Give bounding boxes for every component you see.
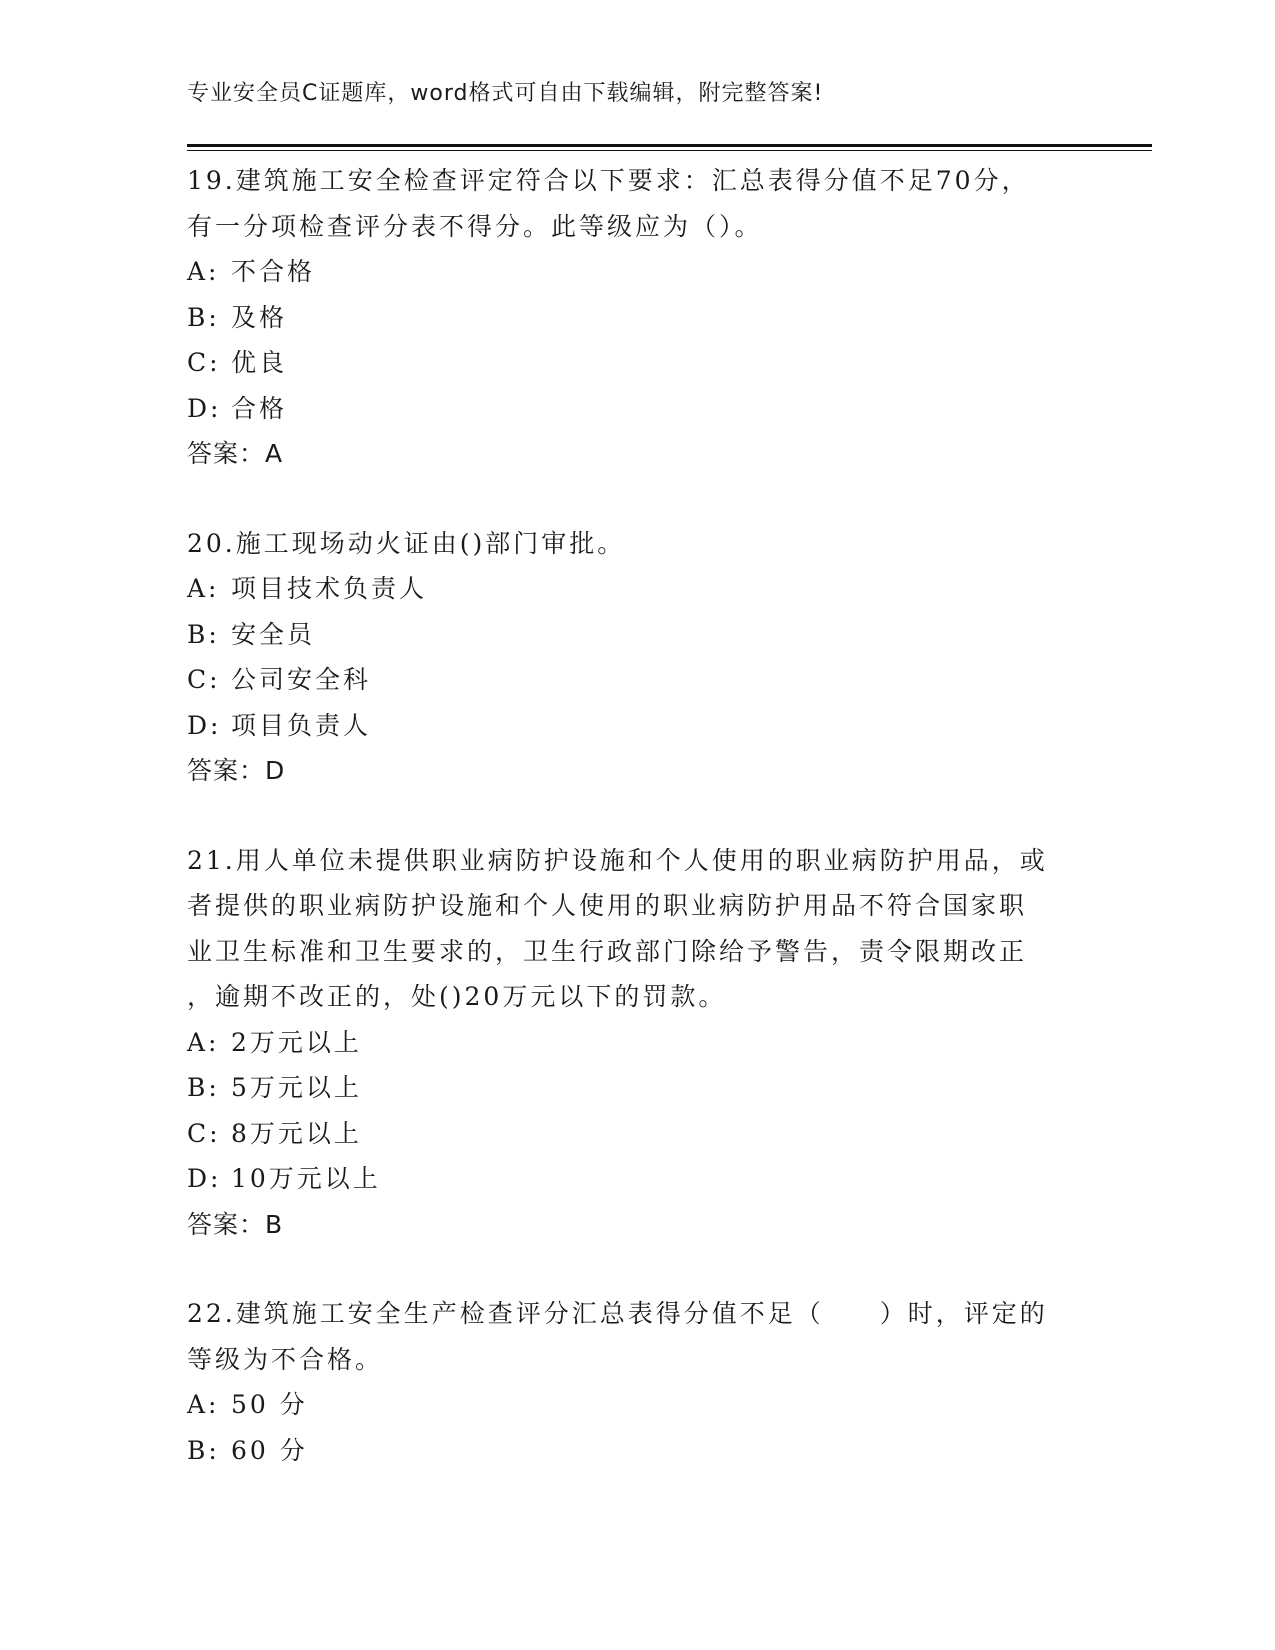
option-letter: D: xyxy=(187,710,222,740)
option-b xyxy=(187,295,1087,341)
option-text: 优良 xyxy=(231,348,288,377)
question-21 xyxy=(187,838,1087,1248)
question-19 xyxy=(187,158,1087,477)
option-a xyxy=(187,1020,1087,1066)
option-text: 项目技术负责人 xyxy=(231,574,428,603)
question-stem-line: 22.建筑施工安全生产检查评分汇总表得分值不足（ ）时，评定的 xyxy=(187,1299,1048,1328)
option-letter: C: xyxy=(187,1118,221,1148)
option-letter: D: xyxy=(187,1164,222,1193)
option-text: 公司安全科 xyxy=(231,665,372,694)
option-b xyxy=(187,612,1087,658)
option-text: 8万元以上 xyxy=(231,1118,362,1148)
header-rule-thin xyxy=(187,150,1152,151)
option-a xyxy=(187,566,1087,612)
option-letter: B: xyxy=(187,302,220,332)
option-b xyxy=(187,1065,1087,1111)
question-22 xyxy=(187,1291,1087,1473)
option-letter: D: xyxy=(187,393,222,423)
question-stem-line: 等级为不合格。 xyxy=(187,1344,384,1374)
option-text: 及格 xyxy=(231,302,288,332)
answer-line: 答案：A xyxy=(187,439,284,468)
question-stem-line: 20.施工现场动火证由()部门审批。 xyxy=(187,528,626,558)
question-stem-line: ，逾期不改正的，处()20万元以下的罚款。 xyxy=(187,982,727,1011)
option-text: 不合格 xyxy=(231,257,316,286)
question-stem-line: 者提供的职业病防护设施和个人使用的职业病防护用品不符合国家职 xyxy=(187,891,1028,920)
option-letter: B: xyxy=(187,1435,220,1465)
option-d xyxy=(187,1156,1087,1202)
option-c xyxy=(187,657,1087,703)
option-a xyxy=(187,249,1087,295)
question-20 xyxy=(187,521,1087,794)
option-letter: A: xyxy=(187,1390,220,1419)
option-text: 5万元以上 xyxy=(231,1073,362,1102)
option-text: 50 分 xyxy=(231,1390,308,1419)
question-stem-line: 21.用人单位未提供职业病防护设施和个人使用的职业病防护用品，或 xyxy=(187,845,1048,875)
option-letter: C: xyxy=(187,348,221,377)
option-d xyxy=(187,703,1087,749)
option-b xyxy=(187,1428,1087,1474)
answer-line: 答案：D xyxy=(187,756,286,785)
option-letter: B: xyxy=(187,619,220,649)
question-stem-line: 有一分项检查评分表不得分。此等级应为（）。 xyxy=(187,211,763,241)
option-letter: C: xyxy=(187,665,221,694)
answer-line: 答案：B xyxy=(187,1209,284,1239)
option-text: 项目负责人 xyxy=(231,710,372,740)
option-d xyxy=(187,386,1087,432)
question-list xyxy=(187,158,1087,1517)
page-header: 专业安全员C证题库，word格式可自由下载编辑，附完整答案! xyxy=(187,81,824,106)
option-a xyxy=(187,1382,1087,1428)
option-text: 10万元以上 xyxy=(231,1164,381,1193)
header-rule-thick xyxy=(187,144,1152,147)
option-letter: B: xyxy=(187,1073,220,1102)
option-c xyxy=(187,1111,1087,1157)
option-text: 2万元以上 xyxy=(231,1027,362,1057)
option-text: 60 分 xyxy=(231,1435,308,1465)
option-text: 安全员 xyxy=(231,619,316,649)
option-text: 合格 xyxy=(231,393,288,423)
option-letter: A: xyxy=(187,1027,220,1057)
question-stem-line: 19.建筑施工安全检查评定符合以下要求：汇总表得分值不足70分， xyxy=(187,166,1030,195)
option-letter: A: xyxy=(187,574,220,603)
option-c xyxy=(187,340,1087,386)
option-letter: A: xyxy=(187,257,220,286)
question-stem-line: 业卫生标准和卫生要求的，卫生行政部门除给予警告，责令限期改正 xyxy=(187,936,1028,966)
